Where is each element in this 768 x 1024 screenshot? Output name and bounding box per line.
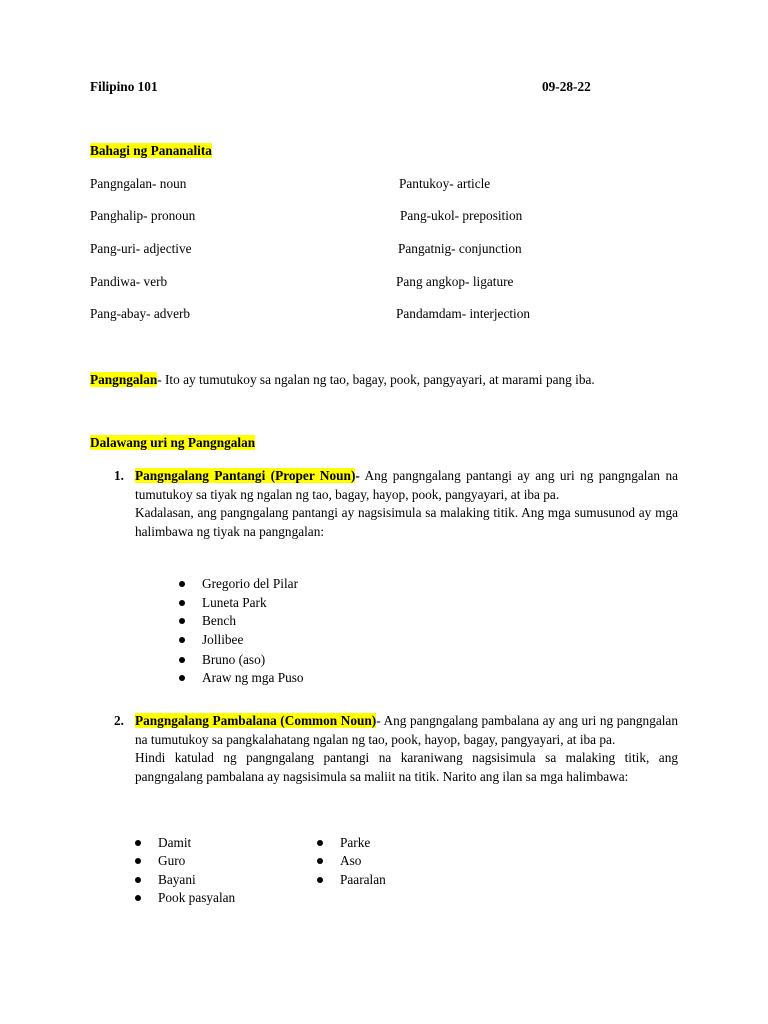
proper-noun-paragraph-2: Kadalasan, ang pangngalang pantangi ay nagsisimula sa malaking titik. Ang mga sumusunod ay mga halimbawa ng tiyak na pangngalan: xyxy=(135,505,678,539)
bullet-icon xyxy=(179,675,185,681)
bullet-icon xyxy=(179,637,185,643)
definition-text: - Ito ay tumutukoy sa ngalan ng tao, bagay, pook, pangyayari, at marami pang iba. xyxy=(157,372,595,387)
course-title: Filipino 101 xyxy=(90,79,158,94)
bullet-icon xyxy=(135,840,141,846)
bullet-icon xyxy=(135,877,141,883)
bullet-icon xyxy=(179,618,185,624)
common-noun-description: - Ang pangngalang pambalana ay ang uri ng pangngalan na tumutukoy sa pangkalahatang ngalan ng tao, pook, hayop, bagay, pangyayari, at iba pa. xyxy=(135,713,678,747)
item-number-1: 1. xyxy=(114,468,124,483)
pos-left-3: Pang-uri- adjective xyxy=(90,241,192,256)
pos-left-2: Panghalip- pronoun xyxy=(90,208,196,223)
proper-noun-title: Pangngalang Pantangi (Proper Noun) xyxy=(135,468,356,483)
item-number-2: 2. xyxy=(114,713,124,728)
pos-right-3: Pangatnig- conjunction xyxy=(398,241,522,256)
bullet-icon xyxy=(317,858,323,864)
common-noun-section xyxy=(135,712,678,786)
proper-noun-description: Ang pangngalang pantangi ay ang uri ng pangngalan na tumutukoy sa tiyak ng ngalan ng tao, bagay, hayop, pook, pangyayari, at iba pa. xyxy=(135,468,678,502)
bullet-icon xyxy=(179,581,185,587)
bullet-icon xyxy=(135,858,141,864)
pos-left-1: Pangngalan- noun xyxy=(90,176,187,191)
definition-term: Pangngalan xyxy=(90,372,158,387)
pos-right-1: Pantukoy- article xyxy=(399,176,491,191)
bullet-icon xyxy=(135,895,141,901)
definition-line xyxy=(90,371,595,390)
common-noun-paragraph-1 xyxy=(135,712,678,749)
pos-right-2: Pang-ukol- preposition xyxy=(400,208,523,223)
bullet-icon xyxy=(179,657,185,663)
pos-left-5: Pang-abay- adverb xyxy=(90,306,191,321)
proper-noun-paragraph-1: Pangngalang Pantangi (Proper Noun)- Ang pangngalang pantangi ay ang uri ng pangngalan na tumutukoy sa tiyak ng ngalan ng tao, bagay, hayop, pook, pangyayari, at iba pa. xyxy=(135,468,678,502)
pos-right-5: Pandamdam- interjection xyxy=(396,306,531,321)
document-date: 09-28-22 xyxy=(542,79,591,94)
pos-left-4: Pandiwa- verb xyxy=(90,274,168,289)
bullet-icon xyxy=(179,600,185,606)
document-page: Filipino 101 09-28-22 Bahagi ng Pananalita Pangngalan- noun Panghalip- pronoun Pang-uri- adjective Pandiwa- verb Pang-abay- adverb Pantukoy- article Pang-ukol- preposition Pangatnig- conjunction Pang angkop- ligature Pandamdam- interjection Pangngalan- Ito ay tumutukoy sa ngalan ng tao, bagay, pook, pangyayari, at marami pang iba. Dalawang uri ng Pangngalan 1. Pangngalang Pantangi (Proper Noun)- Ang pangngalang pantangi ay ang uri ng pangngalan na tumutukoy sa tiyak ng ngalan ng tao, bagay, hayop, pook, pangyayari, at iba pa. Kadalasan, ang pangngalang pantangi ay nagsisimula sa malaking titik. Ang mga sumusunod ay mga halimbawa ng tiyak na pangngalan: Gregorio del Pilar Luneta Park Bench Jollibee Bruno (aso) Araw ng mga Puso 2. Pangngalang Pambalana (Common Noun)- Ang pangngalang pambalana ay ang uri ng pangngalan na tumutukoy sa pangkalahatang ngalan ng tao, pook, hayop, bagay, pangyayari, at iba pa. Hindi katulad ng pangngalang pantangi na karaniwang nagsisimula sa malaking titik, ang pangngalang pambalana ay nagsisimula sa maliit na titik. Narito ang ilan sa mga halimbawa: Damit Guro Bayani Pook pasyalan Parke Aso Paaralan xyxy=(90,79,678,905)
parts-of-speech-heading: Bahagi ng Pananalita xyxy=(90,143,212,158)
common-noun-paragraph-2: Hindi katulad ng pangngalang pantangi na karaniwang nagsisimula sa malaking titik, ang pangngalang pambalana ay nagsisimula sa maliit na titik. Narito ang ilan sa mga halimbawa: xyxy=(135,750,678,784)
bullet-icon xyxy=(317,840,323,846)
proper-noun-section xyxy=(135,467,678,541)
bullet-icon xyxy=(317,877,323,883)
pos-right-4: Pang angkop- ligature xyxy=(396,274,514,289)
common-noun-title: Pangngalang Pambalana (Common Noun) xyxy=(135,713,377,728)
noun-types-heading: Dalawang uri ng Pangngalan xyxy=(90,435,256,450)
